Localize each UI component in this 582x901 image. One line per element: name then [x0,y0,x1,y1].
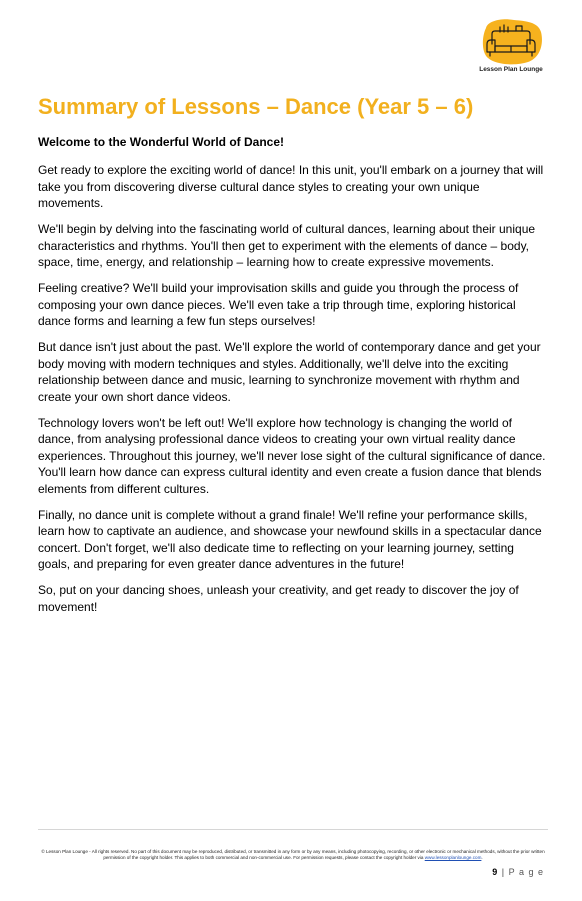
page-number-value: 9 [492,867,499,877]
copyright-text: © Lesson Plan Lounge - All rights reserved. No part of this document may be reproduced, distributed, or transmitted in any form or by any means, including photocopying, recording, or other electronic or mechanical methods, without the prior written permission of the copyright holder. This applies to both commercial and non-commercial use. For permission requests, please contact the copyright holder via [41,849,545,861]
page-separator: | [501,867,506,877]
logo-text: Lesson Plan Lounge [479,66,543,73]
paragraph-technology: Technology lovers won't be left out! We'll explore how technology is changing the world of dance, from analysing professional dance videos to creating your own virtual reality dance experiences. Throughout this journey, we'll never lose sight of the cultural significance of dance. You'll learn how dance can express cultural identity and even create a fusion dance that blends elements from different cultures. [38,415,546,496]
paragraph-cultural-dances: We'll begin by delving into the fascinating world of cultural dances, learning about their unique characteristics and rhythms. You'll then get to experiment with the elements of dance – body, space, time, energy, and relationship – learning how to create expressive movements. [38,222,536,269]
sofa-icon [478,18,544,66]
paragraph-intro: Get ready to explore the exciting world of dance! In this unit, you'll embark on a journey that will take you from discovering diverse cultural dance styles to creating your own unique movements. [38,163,544,210]
paragraph-finale: Finally, no dance unit is complete without a grand finale! We'll refine your performance skills, learn how to captivate an audience, and showcase your newfound skills in a spectacular dance concert. Don't forget, we'll also dedicate time to reflecting on your learning journey, setting goals, and preparing for even greater dance adventures in the future! [38,507,542,571]
paragraph-contemporary: But dance isn't just about the past. We'll explore the world of contemporary dance and get your body moving with modern techniques and styles. Additionally, we'll delve into the exciting relationship between dance and music, learning to synchronize movement with rhythm and create your own short dance videos. [38,340,541,404]
page-label: P a g e [508,867,544,877]
page-title: Summary of Lessons – Dance (Year 5 – 6) [38,94,474,119]
document-body [38,134,548,625]
footer-divider [38,829,548,830]
paragraph-closing: So, put on your dancing shoes, unleash your creativity, and get ready to discover the joy of movement! [38,583,519,614]
page-number [492,867,544,877]
website-link[interactable]: www.lessonplanlounge.com [424,855,482,861]
paragraph-improvisation: Feeling creative? We'll build your improvisation skills and guide you through the process of composing your own dance pieces. We'll even take a trip through time, exploring historical dance forms and learning a few fun steps ourselves! [38,281,519,328]
footer-copyright [40,849,546,862]
brand-logo [474,18,548,80]
link-suffix: . [481,855,483,861]
welcome-heading: Welcome to the Wonderful World of Dance! [38,135,285,149]
